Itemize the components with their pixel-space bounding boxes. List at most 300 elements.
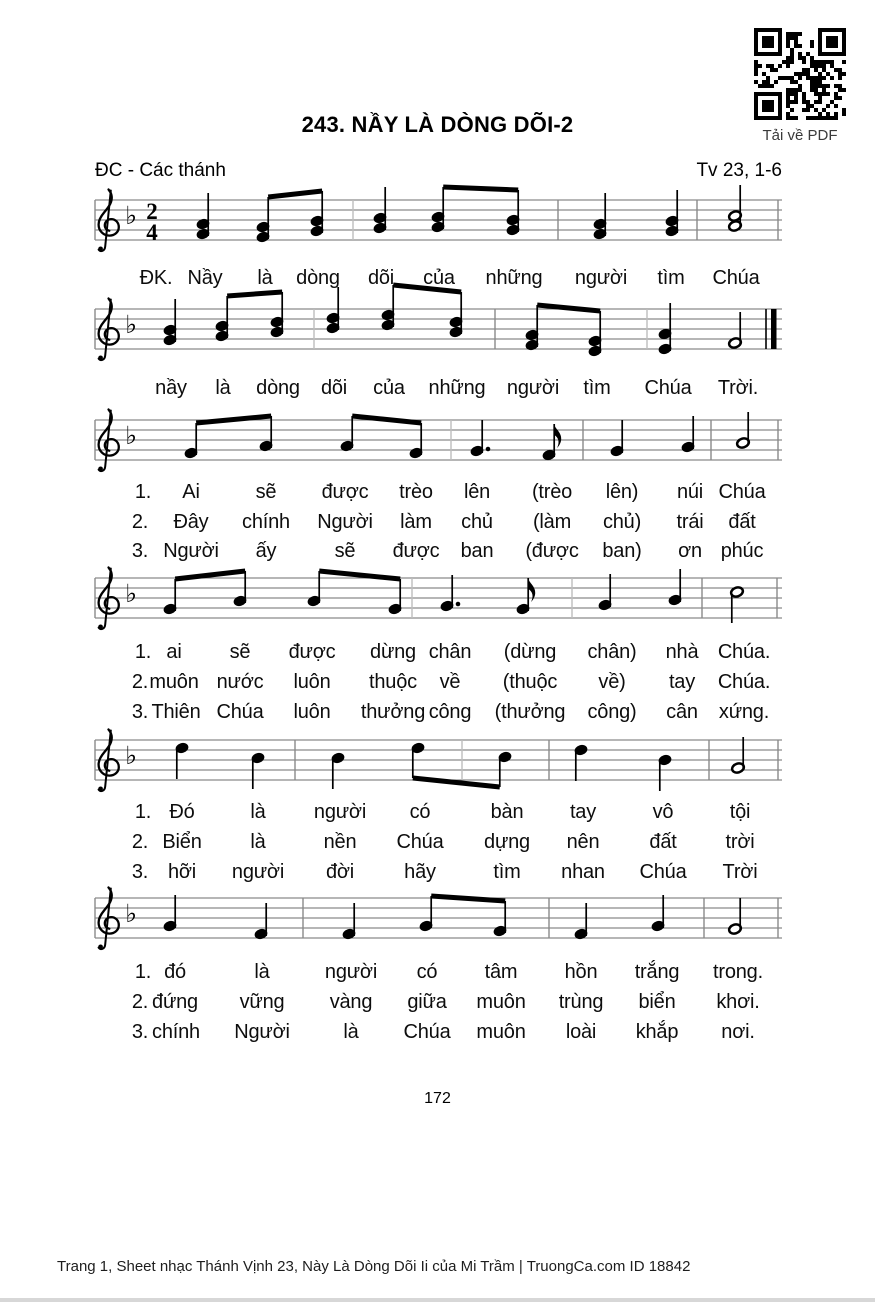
- qr-module: [778, 64, 782, 68]
- lyric-word: Người: [234, 1021, 290, 1043]
- qr-module: [790, 32, 794, 36]
- scripture-reference: Tv 23, 1-6: [696, 160, 782, 181]
- lyric-word: hãy: [404, 861, 436, 883]
- treble-clef-icon: [98, 247, 103, 252]
- lyric-word: được: [321, 481, 369, 503]
- lyric-word: tay: [569, 801, 597, 823]
- lyric-word: chính: [242, 511, 290, 533]
- lyric-word: có: [409, 801, 431, 823]
- qr-module: [786, 116, 790, 120]
- qr-module: [790, 108, 794, 112]
- qr-module: [790, 116, 794, 120]
- qr-module: [790, 88, 794, 92]
- lyric-word: 2.: [131, 991, 149, 1013]
- lyric-word: vàng: [329, 991, 373, 1013]
- qr-module: [802, 92, 806, 96]
- lyric-word: Chúa: [216, 701, 264, 723]
- lyric-word: đó: [164, 961, 186, 983]
- qr-module: [834, 68, 838, 72]
- window-bottom-edge: [0, 1298, 875, 1302]
- lyric-word: 3.: [131, 1021, 149, 1043]
- qr-module: [798, 32, 802, 36]
- qr-module: [810, 40, 814, 44]
- qr-module: [806, 72, 810, 76]
- qr-module: [814, 60, 818, 64]
- beam: [227, 292, 282, 296]
- qr-module: [842, 112, 846, 116]
- qr-module: [822, 76, 826, 80]
- qr-module: [794, 80, 798, 84]
- qr-module: [762, 72, 766, 76]
- lyric-word: nơi.: [721, 1021, 755, 1043]
- flat-sign: ♭: [125, 201, 137, 230]
- qr-module: [822, 116, 826, 120]
- lyric-word: người: [574, 267, 628, 289]
- qr-module: [806, 76, 810, 80]
- qr-module: [826, 72, 830, 76]
- qr-module: [842, 88, 846, 92]
- lyric-word: nhan: [561, 861, 605, 883]
- qr-module: [806, 52, 810, 56]
- qr-module: [830, 60, 834, 64]
- qr-download-block[interactable]: [754, 28, 846, 144]
- qr-module: [766, 64, 770, 68]
- qr-module: [786, 36, 790, 40]
- treble-clef-icon: [98, 945, 103, 950]
- lyric-word: (thuộc: [502, 671, 558, 693]
- beam: [413, 778, 500, 787]
- qr-module: [834, 116, 838, 120]
- time-signature-top: 2: [146, 199, 158, 224]
- qr-module: [786, 112, 790, 116]
- lyric-word: chính: [152, 1021, 200, 1043]
- lyric-word: lên): [605, 481, 639, 503]
- lyric-word: luôn: [293, 671, 331, 693]
- beam: [268, 191, 322, 197]
- qr-module: [842, 72, 846, 76]
- lyric-word: Nầy: [187, 267, 223, 289]
- qr-module: [798, 72, 802, 76]
- qr-module: [814, 64, 818, 68]
- qr-module: [818, 76, 822, 80]
- lyric-word: đời: [325, 861, 355, 883]
- lyric-word: (được: [525, 540, 579, 562]
- qr-module: [794, 116, 798, 120]
- qr-module: [790, 52, 794, 56]
- lyric-word: về): [598, 671, 626, 693]
- qr-module: [810, 76, 814, 80]
- lyric-word: hỡi: [167, 861, 197, 883]
- qr-module: [802, 68, 806, 72]
- qr-module: [810, 56, 814, 60]
- lyric-word: chủ): [602, 511, 642, 533]
- qr-module: [830, 64, 834, 68]
- qr-module: [798, 56, 802, 60]
- qr-module: [802, 56, 806, 60]
- qr-module: [782, 76, 786, 80]
- lyric-word: được: [392, 540, 440, 562]
- lyric-word: là: [250, 831, 266, 853]
- lyric-word: loài: [565, 1021, 597, 1043]
- qr-module: [794, 40, 798, 44]
- lyric-word: là: [215, 377, 231, 399]
- lyric-word: của: [373, 377, 405, 399]
- lyric-word: nước: [216, 671, 264, 693]
- qr-module: [770, 64, 774, 68]
- qr-module: [802, 72, 806, 76]
- qr-module: [822, 108, 826, 112]
- flat-sign: ♭: [125, 899, 137, 928]
- flat-sign: ♭: [125, 421, 137, 450]
- lyric-word: 1.: [134, 961, 152, 983]
- lyric-word: (trèo: [531, 481, 573, 503]
- lyric-word: luôn: [293, 701, 331, 723]
- qr-module: [818, 96, 822, 100]
- qr-module: [826, 112, 830, 116]
- lyric-word: sẽ: [255, 481, 277, 503]
- qr-module: [822, 68, 826, 72]
- beam: [431, 896, 505, 901]
- qr-module: [814, 68, 818, 72]
- augmentation-dot: [486, 447, 491, 452]
- download-pdf-link[interactable]: Tải về PDF: [762, 127, 838, 144]
- qr-module: [826, 84, 830, 88]
- lyric-word: dừng: [370, 641, 416, 663]
- qr-module: [818, 80, 822, 84]
- lyric-word: chân: [428, 641, 472, 663]
- treble-clef-icon: [98, 356, 103, 361]
- lyric-word: muôn: [476, 1021, 526, 1043]
- lyric-word: Trời.: [717, 377, 759, 399]
- lyric-word: 3.: [131, 701, 149, 723]
- beam: [443, 187, 518, 190]
- lyric-word: giữa: [407, 991, 447, 1013]
- lyric-word: (làm: [532, 511, 572, 533]
- lyric-word: Chúa: [718, 481, 766, 503]
- lyric-word: 2.: [131, 671, 149, 693]
- flat-sign: ♭: [125, 579, 137, 608]
- lyric-word: muôn: [149, 671, 199, 693]
- qr-module: [762, 36, 774, 48]
- beam: [352, 416, 421, 423]
- lyric-word: nầy: [155, 377, 187, 399]
- qr-module: [786, 56, 790, 60]
- lyric-word: là: [257, 267, 273, 289]
- qr-module: [814, 108, 818, 112]
- qr-module: [810, 64, 814, 68]
- lyric-word: dõi: [367, 267, 395, 289]
- qr-module: [830, 100, 834, 104]
- qr-module: [798, 76, 802, 80]
- qr-module: [754, 72, 758, 76]
- lyric-word: (dừng: [503, 641, 557, 663]
- lyric-word: xứng.: [718, 701, 770, 723]
- qr-module: [766, 76, 770, 80]
- augmentation-dot: [456, 602, 461, 607]
- qr-module: [794, 96, 798, 100]
- lyric-word: 3.: [131, 861, 149, 883]
- lyric-word: sẽ: [334, 540, 356, 562]
- qr-module: [822, 64, 826, 68]
- qr-module: [834, 112, 838, 116]
- qr-module: [818, 116, 822, 120]
- qr-module: [814, 92, 818, 96]
- qr-module: [758, 84, 762, 88]
- lyric-word: 1.: [134, 641, 152, 663]
- qr-module: [814, 100, 818, 104]
- qr-module: [786, 96, 790, 100]
- qr-module: [826, 116, 830, 120]
- qr-module: [802, 96, 806, 100]
- qr-module: [814, 76, 818, 80]
- lyric-word: công: [428, 701, 472, 723]
- lyric-word: lên: [463, 481, 491, 503]
- qr-module: [826, 104, 830, 108]
- qr-module: [818, 112, 822, 116]
- qr-module: [838, 88, 842, 92]
- lyric-word: thưởng: [360, 701, 426, 723]
- qr-module: [802, 60, 806, 64]
- qr-module: [814, 88, 818, 92]
- lyric-word: là: [250, 801, 266, 823]
- qr-module: [786, 104, 790, 108]
- lyric-word: tội: [729, 801, 751, 823]
- qr-module: [786, 32, 790, 36]
- qr-module: [806, 108, 810, 112]
- lyric-word: ban): [602, 540, 642, 562]
- qr-module: [754, 64, 758, 68]
- lyric-word: Chúa.: [717, 671, 771, 693]
- qr-module: [794, 44, 798, 48]
- qr-module: [838, 76, 842, 80]
- qr-module: [798, 88, 802, 92]
- lyric-word: những: [485, 267, 543, 289]
- qr-code-icon[interactable]: [754, 28, 846, 120]
- qr-module: [810, 88, 814, 92]
- lyric-word: vững: [239, 991, 285, 1013]
- qr-module: [802, 108, 806, 112]
- lyric-word: vô: [652, 801, 674, 823]
- lyric-word: người: [231, 861, 285, 883]
- lyric-word: biển: [638, 991, 676, 1013]
- qr-module: [798, 52, 802, 56]
- qr-module: [822, 60, 826, 64]
- qr-module: [794, 32, 798, 36]
- lyric-word: nền: [323, 831, 357, 853]
- lyric-word: Chúa: [712, 267, 760, 289]
- beam: [196, 416, 271, 423]
- qr-module: [810, 80, 814, 84]
- lyric-word: được: [288, 641, 336, 663]
- qr-module: [838, 96, 842, 100]
- qr-module: [822, 88, 826, 92]
- qr-module: [838, 72, 842, 76]
- qr-module: [830, 116, 834, 120]
- lyric-word: thuộc: [369, 671, 417, 693]
- lyric-word: là: [343, 1021, 359, 1043]
- lyric-word: núi: [676, 481, 704, 503]
- lyric-word: trèo: [399, 481, 433, 503]
- lyric-word: trái: [676, 511, 704, 533]
- lyric-word: công): [587, 701, 637, 723]
- qr-module: [818, 100, 822, 104]
- qr-module: [802, 100, 806, 104]
- lyric-word: ơn: [678, 540, 702, 562]
- qr-module: [762, 100, 774, 112]
- lyric-word: nhà: [665, 641, 699, 663]
- qr-module: [834, 96, 838, 100]
- qr-module: [810, 84, 814, 88]
- qr-module: [790, 92, 794, 96]
- qr-module: [786, 88, 790, 92]
- qr-module: [814, 80, 818, 84]
- lyric-word: Chúa: [396, 831, 444, 853]
- qr-module: [826, 92, 830, 96]
- lyric-word: chủ: [461, 511, 493, 533]
- lyric-word: Người: [163, 540, 219, 562]
- lyric-word: những: [428, 377, 486, 399]
- qr-module: [786, 92, 790, 96]
- eighth-flag: [554, 424, 561, 448]
- lyric-word: dòng: [256, 377, 300, 399]
- qr-module: [754, 68, 758, 72]
- lyric-word: Chúa: [403, 1021, 451, 1043]
- time-signature-bottom: 4: [146, 220, 158, 245]
- lyric-word: Chúa.: [717, 641, 771, 663]
- qr-module: [842, 108, 846, 112]
- qr-module: [794, 36, 798, 40]
- lyric-word: khơi.: [716, 991, 760, 1013]
- qr-module: [814, 116, 818, 120]
- footer-caption: Trang 1, Sheet nhạc Thánh Vịnh 23, Này Là Dòng Dõi Ii của Mi Trầm | TruongCa.com ID 18842: [57, 1258, 691, 1275]
- flat-sign: ♭: [125, 310, 137, 339]
- qr-module: [754, 80, 758, 84]
- lyric-word: ấy: [255, 540, 277, 562]
- qr-module: [818, 92, 822, 96]
- qr-module: [822, 92, 826, 96]
- qr-module: [790, 48, 794, 52]
- lyric-word: đất: [649, 831, 677, 853]
- lyric-word: sẽ: [229, 641, 251, 663]
- lyric-word: làm: [400, 511, 432, 533]
- qr-module: [774, 80, 778, 84]
- qr-module: [790, 80, 794, 84]
- lyric-word: Chúa: [639, 861, 687, 883]
- final-barline-thick: [771, 309, 777, 349]
- qr-module: [814, 84, 818, 88]
- lyric-word: khắp: [635, 1021, 679, 1043]
- qr-module: [806, 104, 810, 108]
- lyric-word: Biển: [162, 831, 202, 853]
- qr-module: [830, 76, 834, 80]
- lyric-word: ban: [460, 540, 494, 562]
- treble-clef-icon: [98, 787, 103, 792]
- qr-module: [770, 84, 774, 88]
- lyric-word: đứng: [152, 991, 198, 1013]
- qr-module: [834, 92, 838, 96]
- lyric-word: dựng: [484, 831, 530, 853]
- qr-module: [806, 68, 810, 72]
- lyric-word: cân: [666, 701, 698, 723]
- qr-module: [786, 40, 790, 44]
- qr-module: [794, 92, 798, 96]
- song-title: 243. NẦY LÀ DÒNG DÕI-2: [301, 112, 574, 137]
- qr-module: [762, 80, 766, 84]
- lyric-word: Thiên: [151, 701, 201, 723]
- lyric-word: (thưởng: [494, 701, 566, 723]
- lyric-word: 1.: [134, 801, 152, 823]
- qr-module: [754, 60, 758, 64]
- qr-module: [818, 64, 822, 68]
- lyric-word: Đây: [173, 511, 209, 533]
- qr-module: [810, 60, 814, 64]
- qr-module: [786, 64, 790, 68]
- qr-module: [766, 80, 770, 84]
- flat-sign: ♭: [125, 741, 137, 770]
- lyric-word: tìm: [657, 267, 685, 289]
- lyric-word: người: [324, 961, 378, 983]
- lyric-word: Ai: [182, 481, 200, 503]
- lyric-word: đất: [728, 511, 756, 533]
- qr-module: [834, 104, 838, 108]
- qr-module: [810, 104, 814, 108]
- qr-module: [774, 68, 778, 72]
- lyric-word: phúc: [720, 540, 764, 562]
- lyric-word: trời: [725, 831, 755, 853]
- qr-module: [798, 84, 802, 88]
- qr-module: [806, 100, 810, 104]
- lyric-word: muôn: [476, 991, 526, 1013]
- qr-module: [818, 72, 822, 76]
- beam: [537, 305, 600, 311]
- qr-module: [834, 84, 838, 88]
- lyric-word: tay: [668, 671, 696, 693]
- qr-module: [838, 84, 842, 88]
- qr-module: [770, 68, 774, 72]
- lyric-word: ai: [166, 641, 182, 663]
- qr-module: [758, 64, 762, 68]
- lyric-word: 3.: [131, 540, 149, 562]
- song-subtitle-dc: ĐC - Các thánh: [95, 160, 226, 181]
- lyric-word: tìm: [493, 861, 521, 883]
- lyric-word: Trời: [722, 861, 758, 883]
- lyric-word: của: [423, 267, 455, 289]
- qr-module: [790, 36, 794, 40]
- treble-clef-icon: [98, 625, 103, 630]
- lyric-word: trắng: [634, 961, 680, 983]
- qr-module: [778, 76, 782, 80]
- qr-module: [810, 116, 814, 120]
- lyric-word: Chúa: [644, 377, 692, 399]
- lyric-word: người: [313, 801, 367, 823]
- lyric-word: trùng: [558, 991, 604, 1013]
- qr-module: [826, 36, 838, 48]
- qr-module: [798, 44, 802, 48]
- qr-module: [790, 100, 794, 104]
- qr-module: [786, 44, 790, 48]
- lyric-word: hồn: [564, 961, 598, 983]
- qr-module: [794, 72, 798, 76]
- lyric-word: dõi: [320, 377, 348, 399]
- qr-module: [842, 60, 846, 64]
- qr-module: [790, 60, 794, 64]
- qr-module: [790, 76, 794, 80]
- lyric-word: bàn: [490, 801, 524, 823]
- qr-module: [790, 56, 794, 60]
- lyric-word: là: [254, 961, 270, 983]
- qr-module: [806, 116, 810, 120]
- qr-module: [782, 60, 786, 64]
